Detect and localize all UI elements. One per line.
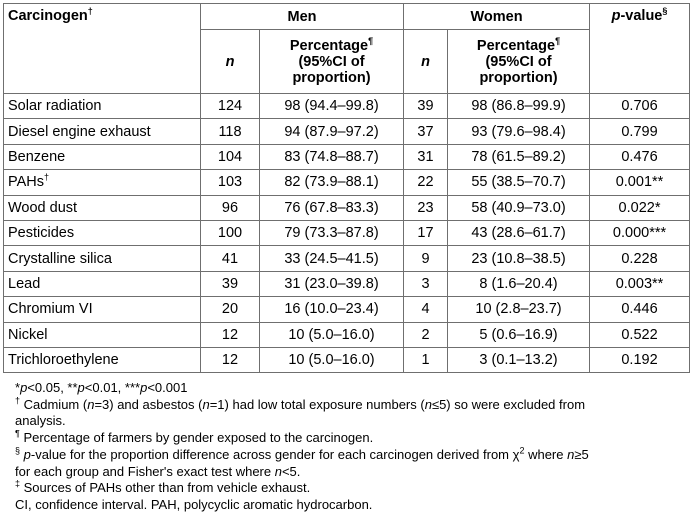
women-n-cell: 4 xyxy=(404,297,448,322)
table-row xyxy=(4,246,690,271)
women-n-cell: 22 xyxy=(404,170,448,195)
men-percentage-cell: 79 (73.3–87.8) xyxy=(260,220,404,245)
table-row xyxy=(4,144,690,169)
pvalue-cell: 0.003** xyxy=(590,271,690,296)
carcinogen-name: Nickel xyxy=(4,322,201,347)
pvalue-cell: 0.522 xyxy=(590,322,690,347)
carcinogen-name: Chromium VI xyxy=(4,297,201,322)
women-percentage-cell: 10 (2.8–23.7) xyxy=(448,297,590,322)
women-percentage-header: Percentage¶ (95%CI of proportion) xyxy=(448,30,590,94)
men-n-cell: 12 xyxy=(201,347,260,372)
carcinogen-name: Trichloroethylene xyxy=(4,347,201,372)
women-n-cell: 17 xyxy=(404,220,448,245)
men-n-header: n xyxy=(201,30,260,94)
men-percentage-header: Percentage¶ (95%CI of proportion) xyxy=(260,30,404,94)
carcinogen-name: Diesel engine exhaust xyxy=(4,119,201,144)
men-percentage-cell: 76 (67.8–83.3) xyxy=(260,195,404,220)
pvalue-cell: 0.706 xyxy=(590,94,690,119)
men-header: Men xyxy=(201,4,404,30)
women-n-cell: 31 xyxy=(404,144,448,169)
table-row xyxy=(4,220,690,245)
carcinogen-name: Crystalline silica xyxy=(4,246,201,271)
men-n-cell: 100 xyxy=(201,220,260,245)
table-row xyxy=(4,347,690,372)
women-percentage-cell: 23 (10.8–38.5) xyxy=(448,246,590,271)
men-percentage-cell: 33 (24.5–41.5) xyxy=(260,246,404,271)
carcinogen-name: Wood dust xyxy=(4,195,201,220)
women-percentage-cell: 78 (61.5–89.2) xyxy=(448,144,590,169)
carcinogen-name: Pesticides xyxy=(4,220,201,245)
section-note: § p-value for the proportion difference across gender for each carcinogen derived from $\chi^2$ where n≥5 for each group and Fisher's exact test where n<5. xyxy=(15,445,589,479)
carcinogen-name: Solar radiation xyxy=(4,94,201,119)
women-n-cell: 2 xyxy=(404,322,448,347)
carcinogen-name: Benzene xyxy=(4,144,201,169)
women-percentage-cell: 5 (0.6–16.9) xyxy=(448,322,590,347)
women-n-cell: 37 xyxy=(404,119,448,144)
women-percentage-cell: 98 (86.8–99.9) xyxy=(448,94,590,119)
women-header: Women xyxy=(404,4,590,30)
women-percentage-cell: 93 (79.6–98.4) xyxy=(448,119,590,144)
pvalue-cell: 0.000*** xyxy=(590,220,690,245)
women-n-cell: 23 xyxy=(404,195,448,220)
men-percentage-cell: 31 (23.0–39.8) xyxy=(260,271,404,296)
significance-note: *p<0.05, **p<0.01, ***p<0.001 xyxy=(15,380,188,395)
men-percentage-cell: 10 (5.0–16.0) xyxy=(260,322,404,347)
pvalue-cell: 0.799 xyxy=(590,119,690,144)
women-n-header: n xyxy=(404,30,448,94)
men-n-cell: 104 xyxy=(201,144,260,169)
men-percentage-cell: 82 (73.9–88.1) xyxy=(260,170,404,195)
carcinogen-header: Carcinogen† xyxy=(4,4,201,94)
dagger-note: † Cadmium (n=3) and asbestos (n=1) had low total exposure numbers (n≤5) so were excluded from analysis. xyxy=(15,395,586,429)
men-n-cell: 39 xyxy=(201,271,260,296)
table-row xyxy=(4,322,690,347)
pvalue-header: p-value§ xyxy=(590,4,690,94)
men-n-cell: 20 xyxy=(201,297,260,322)
table-row xyxy=(4,170,690,195)
women-n-cell: 1 xyxy=(404,347,448,372)
men-percentage-cell: 83 (74.8–88.7) xyxy=(260,144,404,169)
table-footnotes xyxy=(15,380,685,514)
carcinogen-table xyxy=(3,3,690,373)
women-percentage-cell: 58 (40.9–73.0) xyxy=(448,195,590,220)
women-percentage-cell: 8 (1.6–20.4) xyxy=(448,271,590,296)
pvalue-cell: 0.001** xyxy=(590,170,690,195)
women-percentage-cell: 55 (38.5–70.7) xyxy=(448,170,590,195)
men-n-cell: 41 xyxy=(201,246,260,271)
table-row xyxy=(4,119,690,144)
men-n-cell: 96 xyxy=(201,195,260,220)
men-percentage-cell: 16 (10.0–23.4) xyxy=(260,297,404,322)
pvalue-cell: 0.446 xyxy=(590,297,690,322)
abbreviations-note: CI, confidence interval. PAH, polycyclic aromatic hydrocarbon. xyxy=(15,496,373,512)
men-n-cell: 124 xyxy=(201,94,260,119)
header-row-1 xyxy=(4,4,690,30)
carcinogen-name: PAHs† xyxy=(4,170,201,195)
carcinogen-name: Lead xyxy=(4,271,201,296)
men-percentage-cell: 94 (87.9–97.2) xyxy=(260,119,404,144)
table-row xyxy=(4,297,690,322)
pvalue-cell: 0.476 xyxy=(590,144,690,169)
table-row xyxy=(4,94,690,119)
pvalue-cell: 0.192 xyxy=(590,347,690,372)
men-n-cell: 12 xyxy=(201,322,260,347)
pvalue-cell: 0.022* xyxy=(590,195,690,220)
table-row xyxy=(4,271,690,296)
men-percentage-cell: 10 (5.0–16.0) xyxy=(260,347,404,372)
women-percentage-cell: 43 (28.6–61.7) xyxy=(448,220,590,245)
women-percentage-cell: 3 (0.1–13.2) xyxy=(448,347,590,372)
men-n-cell: 103 xyxy=(201,170,260,195)
men-percentage-cell: 98 (94.4–99.8) xyxy=(260,94,404,119)
table-row xyxy=(4,195,690,220)
double-dagger-note: ‡ Sources of PAHs other than from vehicle exhaust. xyxy=(15,478,311,496)
men-n-cell: 118 xyxy=(201,119,260,144)
table-body xyxy=(4,94,690,373)
pilcrow-note: ¶ Percentage of farmers by gender exposed to the carcinogen. xyxy=(15,428,374,446)
pvalue-cell: 0.228 xyxy=(590,246,690,271)
women-n-cell: 39 xyxy=(404,94,448,119)
women-n-cell: 9 xyxy=(404,246,448,271)
women-n-cell: 3 xyxy=(404,271,448,296)
